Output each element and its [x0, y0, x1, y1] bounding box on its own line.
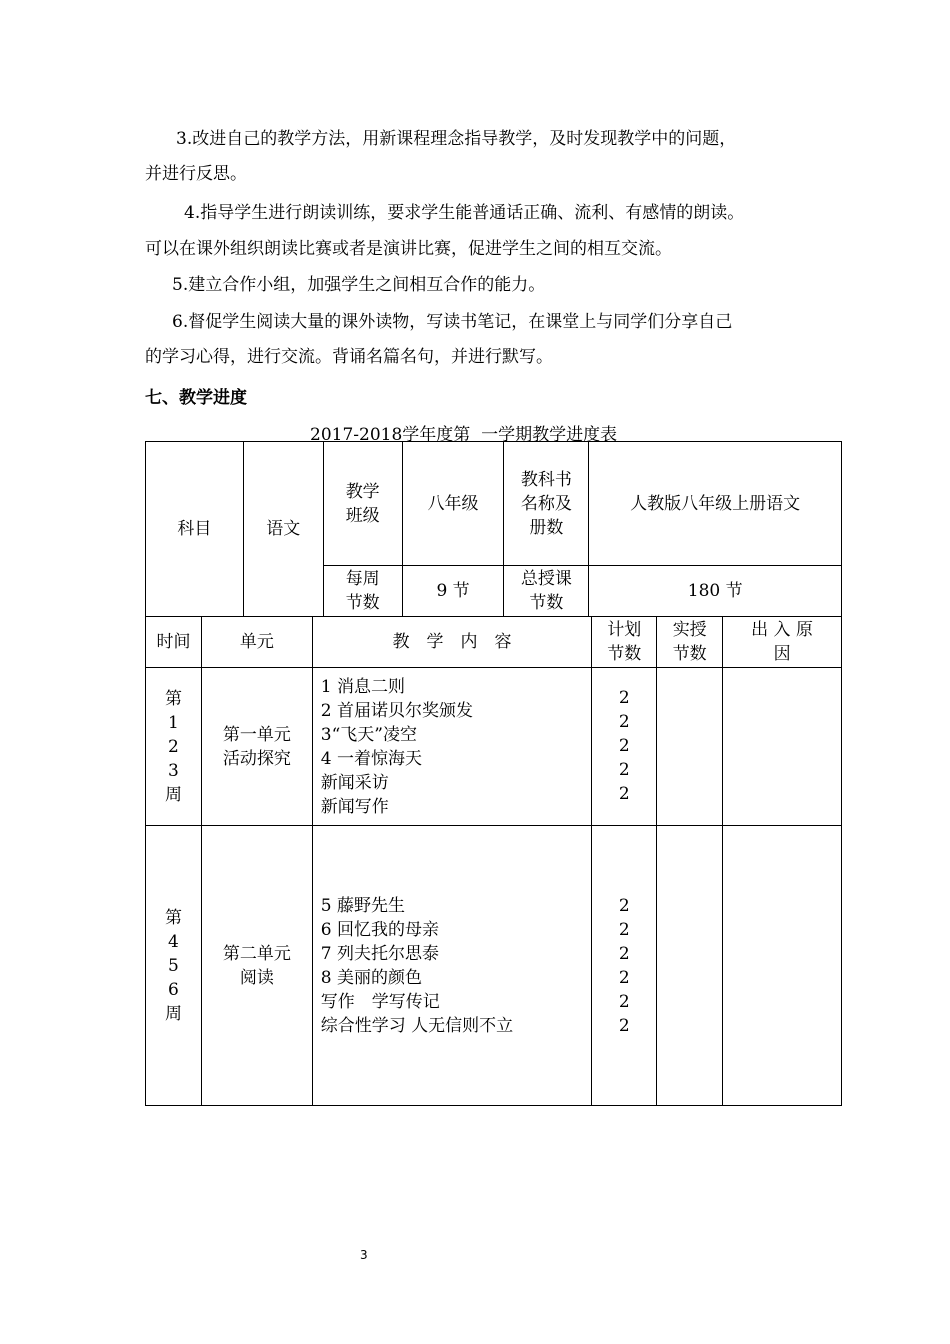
table-title-rest: 学期教学进度表 [498, 425, 618, 445]
row2-planned: 2 2 2 2 2 2 [592, 826, 657, 1106]
paragraph-3-line1: 3.改进自己的教学方法，用新课程理念指导教学，及时发现教学中的问题， [176, 129, 737, 149]
total-label: 总授课 节数 [504, 566, 589, 617]
list-item: 7 列夫托尔思泰 [320, 943, 439, 964]
total-value: 180 节 [589, 566, 842, 617]
header-time: 时间 [146, 617, 202, 668]
paragraph-6-line2: 的学习心得，进行交流。背诵名篇名句，并进行默写。 [145, 347, 553, 367]
header-planned: 计划 节数 [592, 617, 657, 668]
paragraph-6-line1: 6.督促学生阅读大量的课外读物，写读书笔记，在课堂上与同学们分享自己 [172, 312, 733, 332]
info-table [145, 441, 842, 617]
header-actual: 实授 节数 [657, 617, 723, 668]
paragraph-3-line2: 并进行反思。 [145, 164, 247, 184]
class-value: 八年级 [402, 442, 504, 566]
row1-reason [723, 668, 842, 826]
table-title-middle: 学年度第 [402, 425, 471, 445]
list-item: 3“飞天”凌空 [320, 724, 417, 745]
paragraph-4-line2: 可以在课外组织朗读比赛或者是演讲比赛，促进学生之间的相互交流。 [145, 239, 672, 259]
row1-time: 第 1 2 3 周 [146, 668, 202, 826]
class-label: 教学 班级 [323, 442, 402, 566]
list-item: 4 一着惊海天 [320, 748, 422, 769]
table-row [146, 826, 842, 1106]
list-item: 5 藤野先生 [320, 895, 405, 916]
page-number: 3 [360, 1248, 368, 1262]
subject-label: 科目 [146, 442, 244, 617]
weekly-value: 9 节 [402, 566, 504, 617]
list-item: 1 消息二则 [320, 676, 405, 697]
schedule-header-row [146, 617, 842, 668]
list-item: 8 美丽的颜色 [320, 967, 422, 988]
list-item: 新闻采访 [320, 772, 389, 793]
table-title-term: 一 [481, 425, 499, 445]
row2-content [312, 826, 592, 1106]
row1-planned: 2 2 2 2 2 [592, 668, 657, 826]
row2-time: 第 4 5 6 周 [146, 826, 202, 1106]
table-row [146, 668, 842, 826]
list-item: 综合性学习 人无信则不立 [320, 1015, 514, 1036]
book-value: 人教版八年级上册语文 [589, 442, 842, 566]
book-label: 教科书 名称及 册数 [504, 442, 589, 566]
header-unit: 单元 [201, 617, 312, 668]
list-item: 2 首届诺贝尔奖颁发 [320, 700, 473, 721]
schedule-table [145, 616, 842, 1106]
section-heading: 七、教学进度 [145, 388, 247, 408]
row2-actual [657, 826, 723, 1106]
paragraph-4-line1: 4.指导学生进行朗读训练，要求学生能普通话正确、流利、有感情的朗读。 [184, 203, 745, 223]
row1-content [312, 668, 592, 826]
row2-reason [723, 826, 842, 1106]
table-title-years: 2017-2018 [310, 425, 403, 445]
row2-unit: 第二单元 阅读 [201, 826, 312, 1106]
header-content: 教 学 内 容 [312, 617, 592, 668]
subject-value: 语文 [243, 442, 323, 617]
list-item: 6 回忆我的母亲 [320, 919, 439, 940]
weekly-label: 每周 节数 [323, 566, 402, 617]
header-reason: 出 入 原 因 [723, 617, 842, 668]
paragraph-5-line1: 5.建立合作小组，加强学生之间相互合作的能力。 [172, 275, 546, 295]
row1-unit: 第一单元 活动探究 [201, 668, 312, 826]
row1-actual [657, 668, 723, 826]
list-item: 新闻写作 [320, 796, 389, 817]
list-item: 写作 学写传记 [320, 991, 440, 1012]
